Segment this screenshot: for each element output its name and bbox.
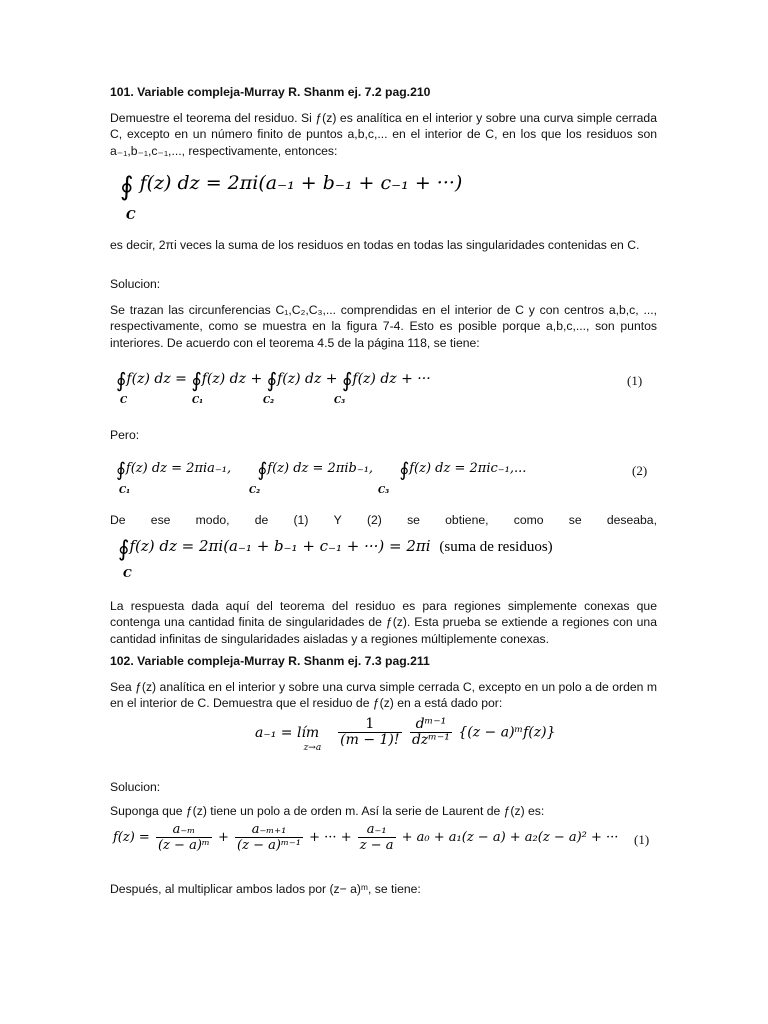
contour-integral-symbol: ∮: [120, 172, 134, 202]
equation-1: ∮f(z) dz = ∮f(z) dz + ∮f(z) dz + ∮f(z) dz + ··· C C₁ C₂ C₃: [116, 368, 431, 406]
solucion-label-102: Solucion:: [110, 780, 161, 794]
paragraph-explanation: es decir, 2πi veces la suma de los residuos en todas en todas las singularidades contenidas en C.: [110, 238, 640, 252]
paragraph-statement: Demuestre el teorema del residuo. Si ƒ(z) es analítica en el interior y sobre una curva simple cerrada C, excepto en un número finito de puntos a,b,c,... en el interior de C, en los que los residuos son a₋₁,b₋₁,c₋₁,..., respectivamente, entonces:: [110, 111, 657, 158]
solucion-label-101: Solucion:: [110, 277, 161, 291]
paragraph-thus: De ese modo, de (1) Y (2) se obtiene, como se deseaba,: [110, 513, 657, 527]
paragraph-pole: Sea ƒ(z) analítica en el interior y sobre una curva simple cerrada C, excepto en un polo a de orden m en el interior de C. Demuestra que el residuo de ƒ(z) en a está dado por:: [110, 680, 657, 711]
equation-residue-theorem: ∮ f(z) dz = 2πi(a₋₁ + b₋₁ + c₋₁ + ···) C: [120, 172, 463, 222]
paragraph-laurent: Suponga que ƒ(z) tiene un polo a de orden m. Así la serie de Laurent de ƒ(z) es:: [110, 804, 545, 818]
equation-2: ∮f(z) dz = 2πia₋₁, ∮f(z) dz = 2πib₋₁, ∮f(z) dz = 2πic₋₁,... C₁ C₂ C₃: [116, 459, 527, 496]
paragraph-remarks: La respuesta dada aquí del teorema del residuo es para regiones simplemente conexas que contenga una cantidad finita de singularidades de ƒ(z). Esta prueba se extiende a regiones con una cantidad infinitas de singularidades aisladas y a regiones múltiplemente conexas.: [110, 599, 657, 646]
fraction-derivative: $\frac{\text{dᵐ⁻¹}}{\text{dzᵐ⁻¹}}$: [411, 716, 450, 748]
paragraph-multiply: Después, al multiplicar ambos lados por (z− a)ᵐ, se tiene:: [110, 882, 421, 896]
equation-residue-formula: a₋₁ = lím z→a $\frac{1}{(m - 1)!}$ $\frac{\text{dᵐ⁻¹}}{\text{dzᵐ⁻¹}}$ {(z − a)ᵐf(z)}: [255, 716, 556, 753]
equation-laurent-series: f(z) = $\frac{\text{a₋ₘ}}{\text{(z − a)ᵐ}}$ + $\frac{\text{a₋ₘ₊₁}}{\text{(z − a)ᵐ⁻¹}}$ + ··· + $\frac{\text{a₋₁}}{z - a}$ + a₀ + a₁(z − a) + a₂(z − a)² + ···: [113, 822, 619, 853]
equation-number-laurent: (1): [634, 832, 650, 847]
equation-number-2: (2): [632, 463, 648, 478]
section-heading-101: 101. Variable compleja-Murray R. Shanm ej. 7.2 pag.210: [110, 85, 431, 99]
fraction-factorial: $\frac{1}{(m - 1)!}$: [340, 716, 400, 748]
section-heading-102: 102. Variable compleja-Murray R. Shanm ej. 7.3 pag.211: [110, 654, 430, 668]
paragraph-circles: Se trazan las circunferencias C₁,C₂,C₃,... comprendidas en el interior de C y con centros a,b,c, ..., respectivamente, como se muestra en la figura 7-4. Esto es posible porque a,b,c,..., son puntos interiores. De acuerdo con el teorema 4.5 de la página 118, se tiene:: [110, 303, 657, 350]
pero-label: Pero:: [110, 428, 140, 442]
equation-number-1: (1): [627, 373, 643, 388]
equation-result: ∮f(z) dz = 2πi(a₋₁ + b₋₁ + c₋₁ + ···) = 2πi (suma de residuos) C: [118, 537, 553, 580]
